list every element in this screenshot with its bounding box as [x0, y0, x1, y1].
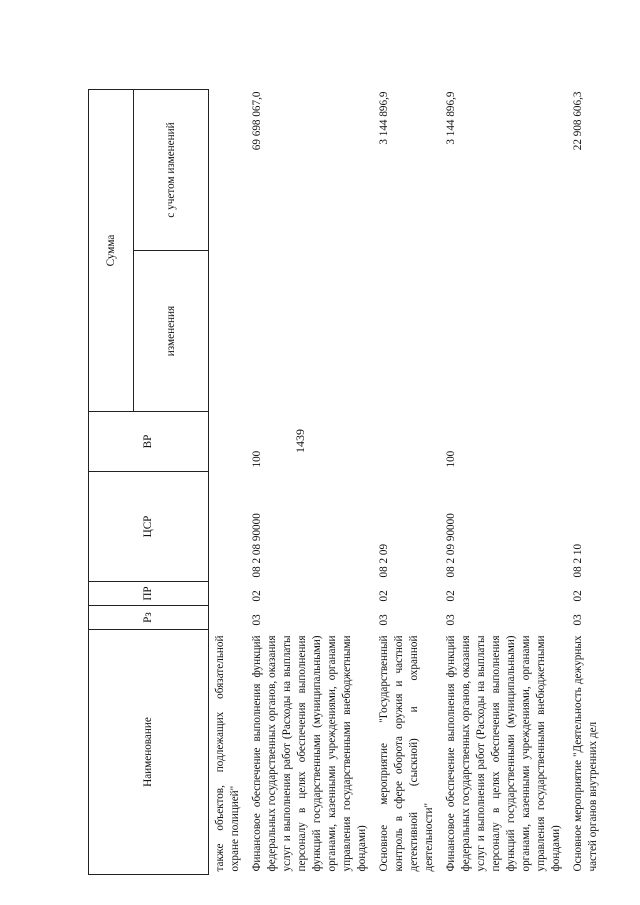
cell-change [373, 251, 440, 412]
cell-pr: 02 [572, 590, 584, 602]
cell-change [209, 251, 247, 412]
header-sum: Сумма [89, 90, 134, 412]
cell-name: также объектов, подлежащих обязательной охране полицией" [214, 635, 241, 872]
cell-rz [209, 606, 247, 630]
cell-with-change: 22 908 606,3 [572, 91, 584, 151]
cell-vr: 100 [251, 450, 263, 468]
header-csr: ЦСР [89, 472, 209, 582]
cell-csr: 08 2 10 [572, 543, 584, 578]
header-pr: ПР [89, 582, 209, 606]
cell-rz: 03 [445, 614, 457, 626]
cell-pr: 02 [445, 590, 457, 602]
table-header-row [89, 90, 134, 875]
cell-pr [209, 582, 247, 606]
cell-change [567, 251, 604, 412]
cell-csr [209, 472, 247, 582]
header-rz: Рз [89, 606, 209, 630]
cell-with-change: 69 698 067,0 [251, 91, 263, 151]
cell-rz: 03 [378, 614, 390, 626]
cell-csr: 08 2 09 [378, 543, 390, 578]
table-row [440, 90, 567, 875]
cell-csr: 08 2 08 90000 [251, 513, 263, 578]
header-vr: ВР [89, 412, 209, 472]
cell-vr [209, 412, 247, 472]
table-row [246, 90, 373, 875]
cell-vr [567, 412, 604, 472]
cell-rz: 03 [572, 614, 584, 626]
cell-vr: 100 [445, 450, 457, 468]
cell-csr: 08 2 09 90000 [445, 513, 457, 578]
table-row [209, 90, 247, 875]
cell-with-change [209, 90, 247, 251]
cell-change [440, 251, 567, 412]
page-number: 1439 [293, 429, 307, 453]
cell-rz: 03 [251, 614, 263, 626]
header-name: Наименование [89, 630, 209, 875]
cell-pr: 02 [251, 590, 263, 602]
budget-table [88, 89, 604, 875]
cell-with-change: 3 144 896,9 [378, 91, 390, 145]
cell-pr: 02 [378, 590, 390, 602]
cell-with-change: 3 144 896,9 [445, 91, 457, 145]
table-body [209, 90, 605, 875]
table-row [373, 90, 440, 875]
header-change: изменения [134, 251, 209, 412]
cell-name: Финансовое обеспечение выполнения функций федеральных государственных органов, оказания услуг и выполнения работ (Расходы на выплаты персоналу в целях обеспечения выполнения функций государственными (муниципальными) органами, казенными учреждениями, органами управления государственными внебюджетными фондами) [251, 635, 368, 872]
header-with-change: с учетом изменений [134, 90, 209, 251]
cell-name: Финансовое обеспечение выполнения функций федеральных государственных органов, оказания услуг и выполнения работ (Расходы на выплаты персоналу в целях обеспечения выполнения функций государственными (муниципальными) органами, казенными учреждениями, органами управления государственными внебюджетными фондами) [445, 635, 562, 872]
cell-name: Основное мероприятие "Деятельность дежурных частей органов внутренних дел [572, 635, 599, 872]
cell-change [246, 251, 373, 412]
cell-vr [373, 412, 440, 472]
cell-name: Основное мероприятие "Государственный контроль в сфере оборота оружия и частной детективной (сыскной) и охранной деятельности" [378, 635, 435, 872]
table-row [567, 90, 604, 875]
budget-table-container [88, 90, 618, 875]
